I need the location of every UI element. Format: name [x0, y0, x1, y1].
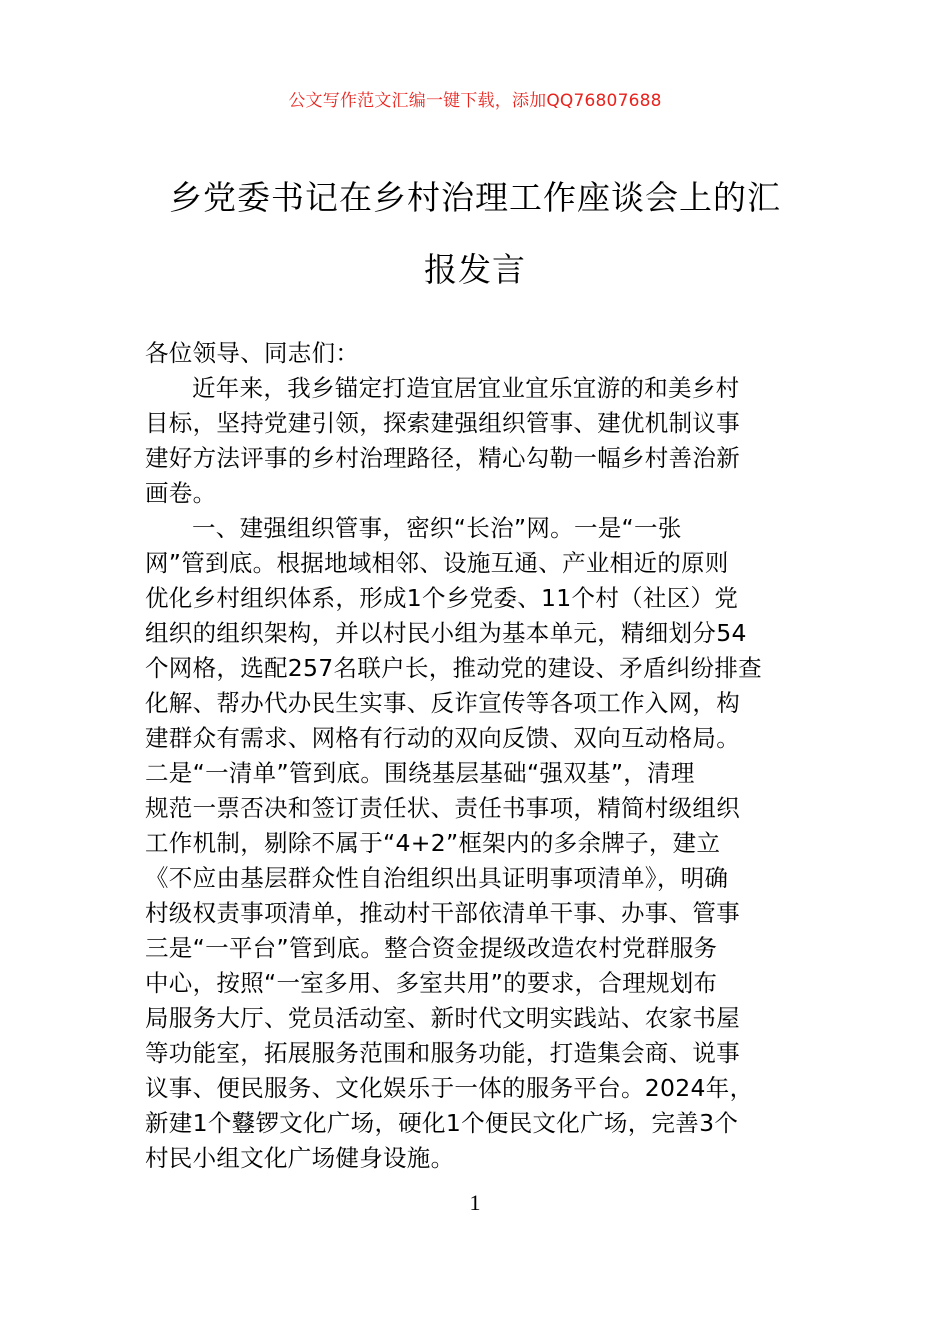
body-line: 个网格，选配257名联户长，推动党的建设、矛盾纠纷排查	[145, 654, 762, 682]
body-line: 村级权责事项清单，推动村干部依清单干事、办事、管事	[145, 899, 740, 927]
body-line: 规范一票否决和签订责任状、责任书事项，精简村级组织	[145, 794, 740, 822]
body-line: 等功能室，拓展服务范围和服务功能，打造集会商、说事	[145, 1039, 740, 1067]
body-line: 建好方法评事的乡村治理路径，精心勾勒一幅乡村善治新	[145, 444, 740, 472]
body-line: 近年来，我乡锚定打造宜居宜业宜乐宜游的和美乡村	[192, 374, 740, 402]
body-line: 画卷。	[145, 479, 217, 507]
body-line: 议事、便民服务、文化娱乐于一体的服务平台。2024年，	[145, 1074, 754, 1102]
promo-banner: 公文写作范文汇编一键下载，添加QQ76807688	[288, 91, 662, 111]
body-line: 《不应由基层群众性自治组织出具证明事项清单》，明确	[145, 864, 729, 892]
body-line: 化解、帮办代办民生实事、反诈宣传等各项工作入网，构	[145, 689, 740, 717]
body-line: 网”管到底。根据地域相邻、设施互通、产业相近的原则	[145, 549, 729, 577]
body-line: 二是“一清单”管到底。围绕基层基础“强双基”，清理	[145, 759, 695, 787]
body-line: 目标，坚持党建引领，探索建强组织管事、建优机制议事	[145, 409, 740, 437]
body-line: 村民小组文化广场健身设施。	[145, 1144, 455, 1172]
body-line: 局服务大厅、党员活动室、新时代文明实践站、农家书屋	[145, 1004, 740, 1032]
document-title-line-1: 乡党委书记在乡村治理工作座谈会上的汇	[169, 178, 781, 217]
body-line: 工作机制，剔除不属于“4+2”框架内的多余牌子，建立	[145, 829, 721, 857]
body-line: 中心，按照“一室多用、多室共用”的要求，合理规划布	[145, 969, 718, 997]
page-number: 1	[469, 1190, 481, 1215]
body-line: 新建1个鼟锣文化广场，硬化1个便民文化广场，完善3个	[145, 1109, 739, 1137]
body-line: 组织的组织架构，并以村民小组为基本单元，精细划分54	[145, 619, 747, 647]
body-line: 建群众有需求、网格有行动的双向反馈、双向互动格局。	[145, 724, 740, 752]
salutation: 各位领导、同志们：	[145, 339, 360, 367]
document-title-line-2: 报发言	[424, 250, 526, 289]
section-heading-line: 一、建强组织管事，密织“长治”网。一是“一张	[192, 514, 682, 542]
body-line: 优化乡村组织体系，形成1个乡党委、11个村（社区）党	[145, 584, 739, 612]
body-line: 三是“一平台”管到底。整合资金提级改造农村党群服务	[145, 934, 718, 962]
